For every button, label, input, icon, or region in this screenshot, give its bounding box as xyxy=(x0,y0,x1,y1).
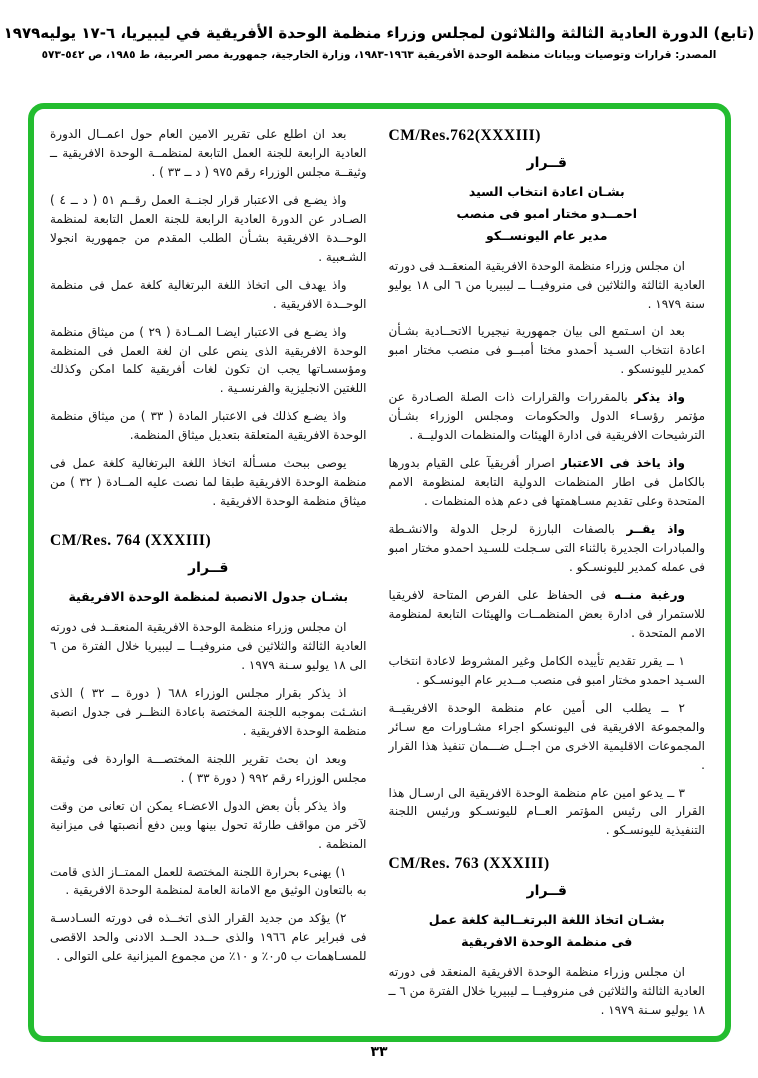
paragraph xyxy=(389,963,706,1020)
resolution-number-763: CM/Res. 763 (XXXIII) xyxy=(388,855,550,873)
paragraph xyxy=(389,257,706,314)
resolution-764-subtitle xyxy=(50,586,367,608)
two-column-layout xyxy=(50,125,705,1026)
paragraph xyxy=(50,323,367,399)
subtitle-line: بشـان اعادة انتخاب السيد xyxy=(468,184,625,199)
paragraph-text: اصرار أفريقيآ على القيام بدورها بالكامل فى اطار المنظمات الدولية التابعة لمنظومة الامم المتحدة وعلى تقديم مسـاهمتها فى دعم هذه المنظمات . xyxy=(388,456,705,509)
resolution-762-subtitle xyxy=(389,181,706,247)
paragraph-text: واذ يهدف الى اتخاذ اللغة البرتغالية كلغة عمل فى منظمة الوحــدة الافريقية . xyxy=(50,277,367,311)
resolution-762-title: قــرار xyxy=(526,155,567,171)
subtitle-line: مدير عام اليونســكو xyxy=(485,227,608,243)
subtitle-line: بشـان اتخاذ اللغة البرتغــالية كلغة عمل xyxy=(428,912,665,928)
paragraph-text: فى الحفاظ على الفرص المتاحة لافريقيا للاستمرار فى ادارة بعض المنظمــات والهيئات التابعة لمنظومة الامم المتحدة . xyxy=(388,587,705,640)
paragraph xyxy=(389,586,706,643)
subtitle-line: احمــدو مختار امبو فى منصب xyxy=(456,205,638,221)
paragraph-text: ٢ ــ يطلب الى أمين عام منظمة الوحدة الافريقيــة والمجموعة الافريقية فى اليونسكو اجراء مشـاورات مع سـائر المجموعات الاقليمية الاخرى من اجــل ضـــمان تنفيذ هذا القرار . xyxy=(388,700,705,772)
paragraph-text: بالمقررات والقرارات ذات الصلة الصـادرة عن مؤتمر رؤسـاء الدول والحكومات ومجلس الوزراء بشـأن الترشيحات الافريقية فى ادارة الهيئات والمنظمات الدوليــة . xyxy=(388,390,705,443)
resolution-763-title: قــرار xyxy=(526,883,567,900)
right-column xyxy=(389,125,706,1026)
paragraph-text: واذ يضـع فى الاعتبار ايضـا المــادة ( ٢٩ ) من ميثاق منظمة الوحدة الافريقية الذى ينص على ان لغة العمل فى المنظمة ومؤسسـاتها يجب ان تكون لغات أفريقية كلما امكن وكذلك اللغتين الانجليزية والفرنسـية . xyxy=(50,324,367,396)
paragraph xyxy=(50,750,367,788)
paragraph-text: ان مجلس وزراء منظمة الوحدة الافريقية المنعقد فى دورته العادية الثالثة والثلاثين فى منروفيــا ــ ليبيريا خلال الفترة من ٦ ــ ١٨ يوليو سـنة ١٩٧٩ . xyxy=(388,965,705,1018)
numbered-clause xyxy=(50,863,367,901)
paragraph-text: وبعد ان بحث تقرير اللجنة المختصـــة الواردة فى وثيقة مجلس الوزراء رقم ٩٩٢ ( دورة ٣٣ ) . xyxy=(50,751,367,785)
paragraph xyxy=(50,618,367,675)
numbered-clause xyxy=(389,784,706,841)
resolution-number-764: CM/Res. 764 (XXXIII) xyxy=(50,532,212,550)
header-session-title: (تابع) الدورة العادية الثالثة والثلاثون لمجلس وزراء منظمة الوحدة الأفريقية في ليبيريا، ٦-١٧ يوليه١٩٧٩ xyxy=(3,24,755,42)
paragraph-text: واذ يضـع فى الاعتبار قرار لجنــة العمل رقــم ٥١ ( د ــ ٤ ) الصـادر عن الدورة العادية الرابعة للجنة العمل التابعة لمنظمة الوحــدة الافريقية بشـأن الطلب المقدم من جمهورية انجولا الشـعبية . xyxy=(50,192,367,264)
paragraph xyxy=(389,454,706,511)
paragraph xyxy=(50,797,367,854)
resolution-number-762: CM/Res.762(XXXIII) xyxy=(388,127,541,144)
paragraph-lead: ورغبة منــه xyxy=(614,587,685,602)
paragraph-text: بعد ان اطلع على تقرير الامين العام حول اعمــال الدورة العادية الرابعة للجنة العمل التابعة لمنظمــة الوحدة الافريقية ــ وثيقــة مجلس الوزراء رقم ٩٧٥ ( د ــ ٣٣ ) . xyxy=(50,127,367,179)
paragraph xyxy=(389,322,706,379)
paragraph-lead: واذ يذكر xyxy=(634,390,685,405)
paragraph-text: واذ يذكر بأن بعض الدول الاعضـاء يمكن ان تعانى من وقت لآخر من مواقف طارئة تحول بينها وبين دفع أنصبتها فى ميزانية المنظمة . xyxy=(50,798,367,851)
resolution-764-title: قــرار xyxy=(188,560,229,577)
numbered-clause xyxy=(389,699,706,775)
paragraph xyxy=(50,684,367,741)
page-number: ٣٣ xyxy=(370,1044,388,1060)
paragraph xyxy=(389,388,706,445)
left-column xyxy=(50,125,367,1026)
paragraph-text: بعد ان اسـتمع الى بيان جمهورية نيجيريا الاتحــادية بشـأن اعادة انتخاب السـيد أحمدو مختا أمبــو فى منصب مختار امبو كمدير لليونسكو . xyxy=(388,324,705,377)
paragraph-text: بالصفات البارزة لرجل الدولة والانشـطة والمبادرات الجديرة بالثناء التى سـجلت للسـيد احمدو مختار امبو فى عمله كمدير لليونسـكو . xyxy=(388,522,705,574)
numbered-clause xyxy=(389,652,706,690)
paragraph-text: يوصى ببحث مسـألة اتخاذ اللغة البرتغالية كلغة عمل فى منظمة الوحدة الافريقية طبقا لما نصت عليه المــادة ( ٣٢ ) من ميثاق منظمة الوحدة الافريقية . xyxy=(50,456,367,509)
numbered-clause xyxy=(50,909,367,966)
content-border-box xyxy=(28,103,731,1042)
paragraph-text: ٣ ــ يدعو امين عام منظمة الوحدة الافريقية الى ارسـال هذا القرار الى رئيس المؤتمر العــام لليونسـكو ورئيس اللجنة التنفيذية لليونسـكو . xyxy=(388,785,705,838)
resolution-763-subtitle xyxy=(389,909,706,953)
subtitle-line: فى منظمة الوحدة الافريقية xyxy=(461,934,633,950)
paragraph xyxy=(50,276,367,314)
paragraph xyxy=(50,407,367,445)
paragraph xyxy=(50,125,367,182)
paragraph-text: ان مجلس وزراء منظمة الوحدة الافريقية المنعقــد فى دورته العادية الثالثة والثلاثين فى منروفيــا ــ ليبيريا من ٦ الى ١٨ يوليو سنة ١٩٧٩ . xyxy=(388,258,705,311)
paragraph-text: ٢) يؤكد من جديد القرار الذى اتخــذه فى دورته السـادسـة فى فبراير عام ١٩٦٦ والذى حــدد الحــد الادنى والحد الاقصى للمسـاهمات ب ٥ر٠٪ و ١٠٪ من مجموع الميزانية على التوالى . xyxy=(50,911,367,964)
paragraph xyxy=(50,454,367,511)
page-header xyxy=(0,0,758,61)
paragraph-text: واذ يضـع كذلك فى الاعتبار المادة ( ٣٣ ) من ميثاق منظمة الوحدة الافريقية المتعلقة بتعديل ميثاق المنظمة. xyxy=(50,409,367,443)
header-source-line: المصدر: قرارات وتوصيات وبيانات منظمة الوحدة الأفريقية ١٩٦٣-١٩٨٣، وزارة الخارجية، جمهورية مصر العربية، ط ١٩٨٥، ص ٥٤٢-٥٧٣ xyxy=(41,49,717,61)
paragraph xyxy=(50,191,367,267)
paragraph-lead: واذ ياخذ فى الاعتبار xyxy=(560,456,686,471)
paragraph-text: ان مجلس وزراء منظمة الوحدة الافريقية المنعقــد فى دورته العادية الثالثة والثلاثين فى منروفيــا ــ ليبيريا خلال الفترة من ٦ الى ١٨ يوليو سـنة ١٩٧٩ . xyxy=(50,620,367,672)
paragraph-text: ١ ــ يقرر تقديم تأييده الكامل وغير المشروط لاعادة انتخاب السـيد احمدو مختار امبو فى منصب مــدير عام اليونسـكو . xyxy=(388,653,705,687)
paragraph xyxy=(389,520,706,577)
subtitle-line: بشـان جدول الانصبة لمنظمة الوحدة الافريقية xyxy=(68,589,349,605)
paragraph-lead: واذ يقــر xyxy=(626,522,686,537)
paragraph-text: ١) يهنىء بحرارة اللجنة المختصة للعمل الممتــاز الذى قامت به بالتعاون الوثيق مع الامانة العامة لمنظمة الوحدة الافريقية . xyxy=(50,864,367,898)
paragraph-text: اذ يذكر بقرار مجلس الوزراء ٦٨٨ ( دورة ــ ٣٢ ) الذى انشـئت بموجبه اللجنة المختصة باعادة النظــر فى جدول انصبة منظمة الوحدة الافريقية . xyxy=(50,685,367,738)
